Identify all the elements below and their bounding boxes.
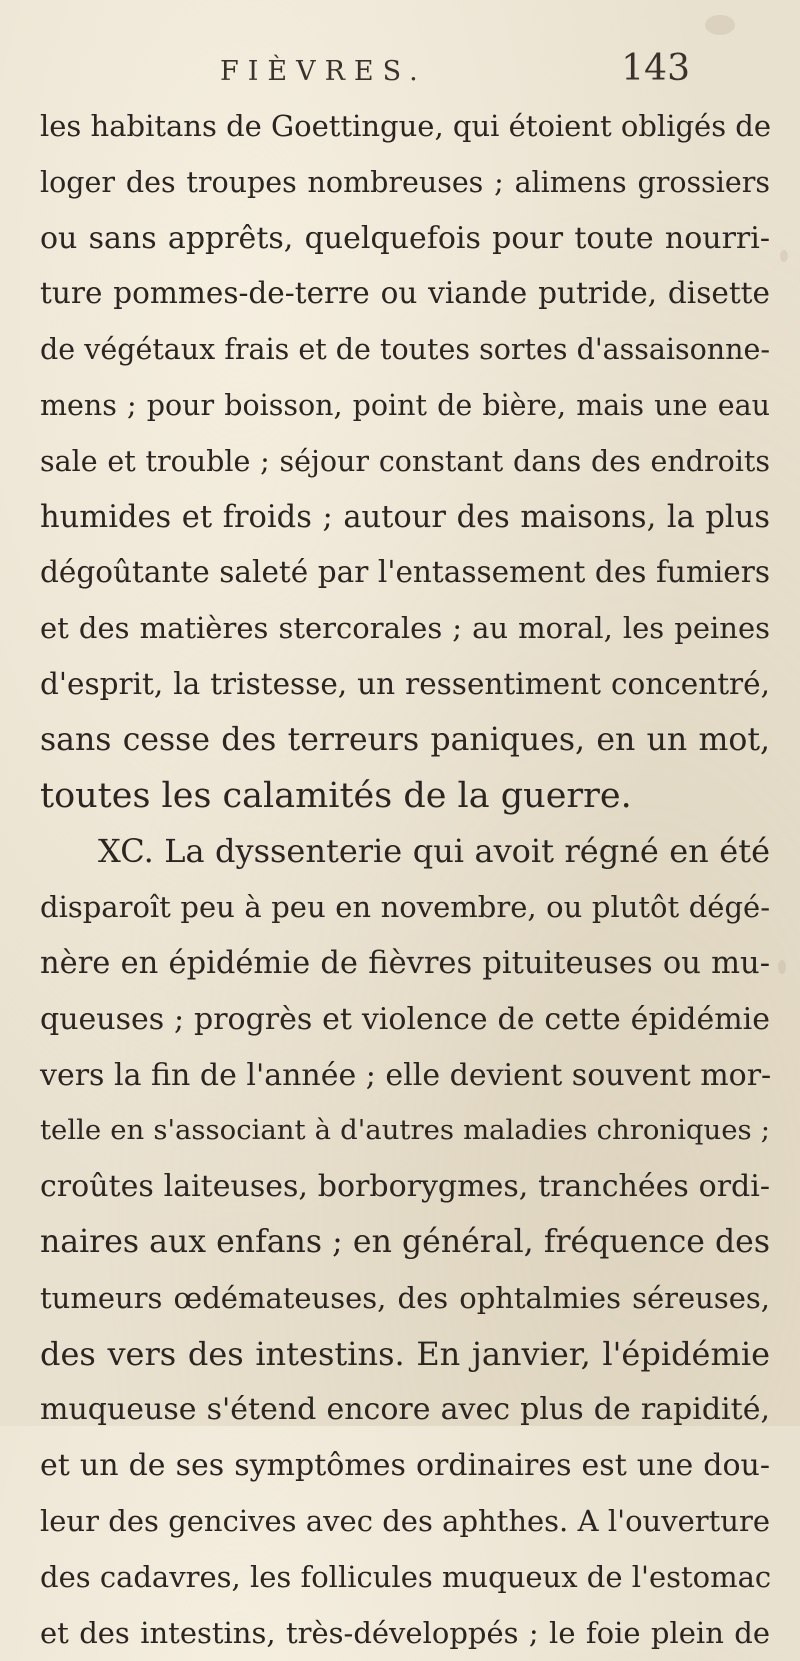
body-text xyxy=(40,99,770,1661)
text-line: ou sans apprêts, quelquefois pour toute nourri- xyxy=(40,220,770,256)
text-line: humides et froids ; autour des maisons, la plus xyxy=(40,499,770,535)
paper-stain xyxy=(705,15,735,35)
text-line: telle en s'associant à d'autres maladies chroniques ; xyxy=(40,1114,770,1147)
text-line: naires aux enfans ; en général, fréquence des xyxy=(40,1223,770,1260)
text-line: de végétaux frais et de toutes sortes d'assaisonne- xyxy=(40,333,770,367)
text-line: sans cesse des terreurs paniques, en un mot, xyxy=(40,721,770,758)
text-line: tumeurs œdémateuses, des ophtalmies séreuses, xyxy=(40,1280,770,1315)
text-line: des cadavres, les follicules muqueux de l'estomac xyxy=(40,1559,772,1594)
running-title: FIÈVRES. xyxy=(220,56,427,87)
text-line: muqueuse s'étend encore avec plus de rapidité, xyxy=(40,1392,770,1428)
text-line: nère en épidémie de fièvres pituiteuses ou mu- xyxy=(40,945,770,981)
paper-stain xyxy=(780,250,788,262)
page-number: 143 xyxy=(621,48,690,89)
paper-stain xyxy=(778,960,786,974)
text-line: vers la fin de l'année ; elle devient souvent mor- xyxy=(40,1057,772,1093)
text-line: sale et trouble ; séjour constant dans des endroits xyxy=(40,444,770,478)
text-line: croûtes laiteuses, borborygmes, tranchées ordi- xyxy=(40,1169,770,1205)
text-line: et des intestins, très-développés ; le foie plein de xyxy=(40,1615,770,1650)
text-line: queuses ; progrès et violence de cette épidémie xyxy=(40,1001,770,1037)
text-line: leur des gencives avec des aphthes. A l'ouverture xyxy=(40,1503,770,1538)
text-line: ture pommes-de-terre ou viande putride, disette xyxy=(40,276,770,311)
text-line: les habitans de Goettingue, qui étoient obligés de xyxy=(40,109,772,143)
text-line: disparoît peu à peu en novembre, ou plutôt dégé- xyxy=(40,890,770,925)
paragraph-end-line: toutes les calamités de la guerre. xyxy=(40,775,632,816)
text-line: mens ; pour boisson, point de bière, mais une eau xyxy=(40,388,770,422)
text-line: dégoûtante saleté par l'entassement des fumiers xyxy=(40,555,770,590)
section-start-line: XC. La dyssenterie qui avoit régné en été xyxy=(98,832,770,871)
text-line: et un de ses symptômes ordinaires est une dou- xyxy=(40,1448,770,1484)
text-line: et des matières stercorales ; au moral, les peines xyxy=(40,611,770,646)
text-line: loger des troupes nombreuses ; alimens grossiers xyxy=(40,165,770,199)
running-head xyxy=(220,46,690,96)
text-line: des vers des intestins. En janvier, l'épidémie xyxy=(40,1334,770,1373)
text-line: d'esprit, la tristesse, un ressentiment concentré, xyxy=(40,666,770,701)
